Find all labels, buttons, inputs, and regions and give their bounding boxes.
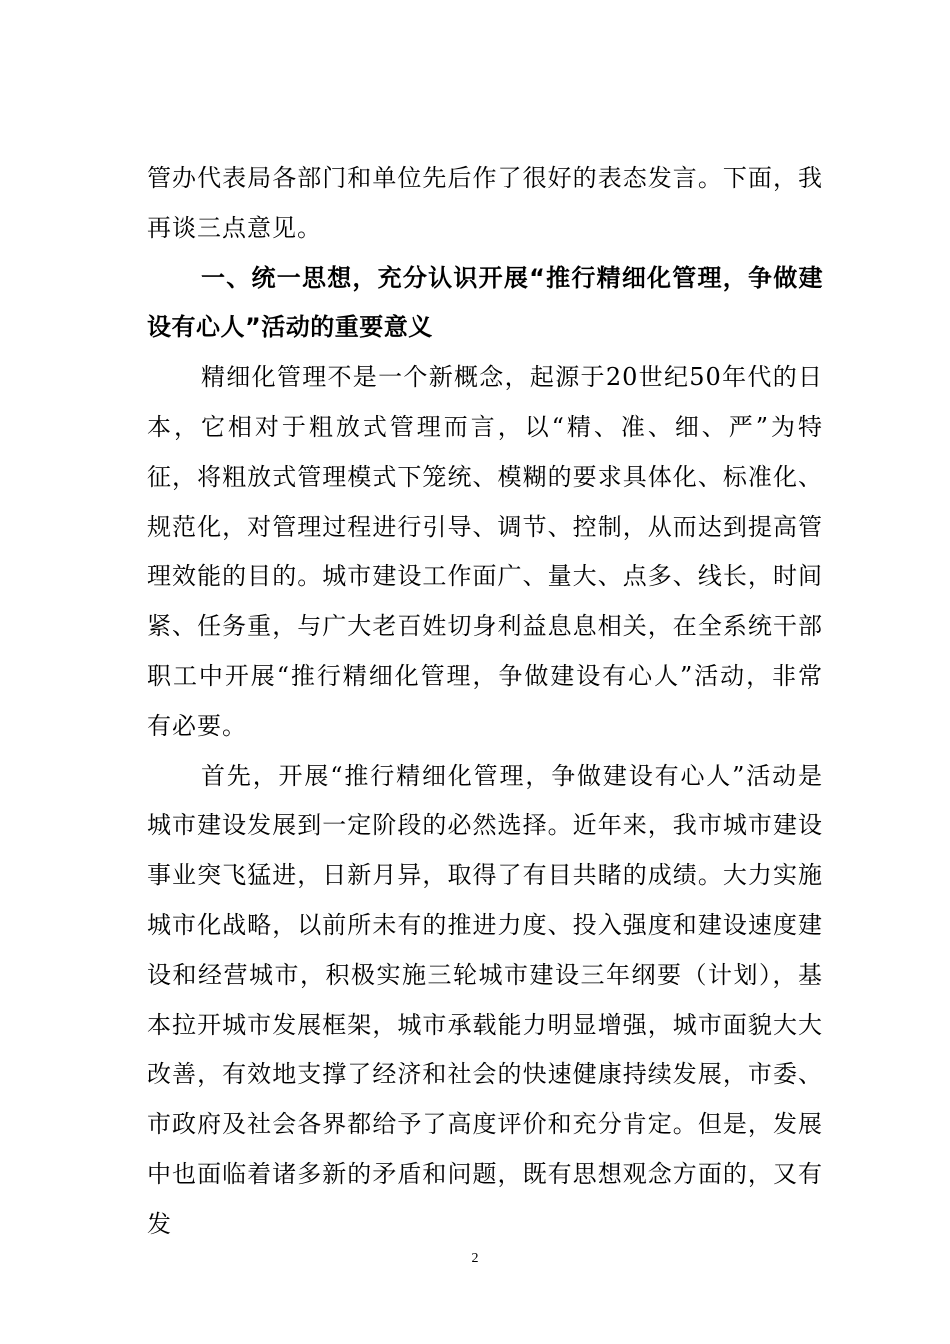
- paragraph-body-2: 首先，开展“推行精细化管理，争做建设有心人”活动是城市建设发展到一定阶段的必然选择。近年来，我市城市建设事业突飞猛进，日新月异，取得了有目共睹的成绩。大力实施城市化战略，以前所未有的推进力度、投入强度和建设速度建设和经营城市，积极实施三轮城市建设三年纲要（计划），基本拉开城市发展框架，城市承载能力明显增强，城市面貌大大改善，有效地支撑了经济和社会的快速健康持续发展，市委、市政府及社会各界都给予了高度评价和充分肯定。但是，发展中也面临着诸多新的矛盾和问题，既有思想观念方面的，又有发: [147, 761, 823, 1238]
- document-body: [147, 154, 823, 1250]
- section-heading-1: 一、统一思想，充分认识开展“推行精细化管理，争做建设有心人”活动的重要意义: [147, 263, 823, 342]
- paragraph-continuation: 管办代表局各部门和单位先后作了很好的表态发言。下面，我再谈三点意见。: [147, 164, 823, 242]
- paragraph-body-1: 精细化管理不是一个新概念，起源于20世纪50年代的日本，它相对于粗放式管理而言，以“精、准、细、严”为特征，将粗放式管理模式下笼统、模糊的要求具体化、标准化、规范化，对管理过程进行引导、调节、控制，从而达到提高管理效能的目的。城市建设工作面广、量大、点多、线长，时间紧、任务重，与广大老百姓切身利益息息相关，在全系统干部职工中开展“推行精细化管理，争做建设有心人”活动，非常有必要。: [147, 363, 823, 740]
- page-number: 2: [471, 1251, 479, 1266]
